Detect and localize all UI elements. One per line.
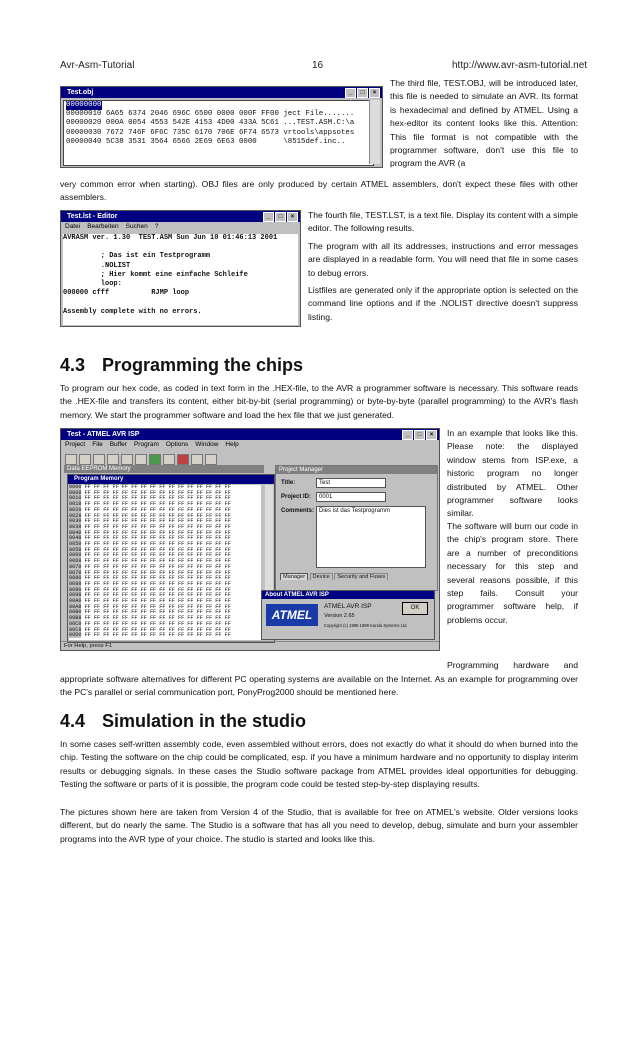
memory-values[interactable]: FF FF FF FF FF FF FF FF FF FF FF FF FF FF FF FF <box>81 541 231 548</box>
verify-icon[interactable] <box>149 454 161 465</box>
listing-line <box>63 243 298 252</box>
memory-address: 0030 <box>69 518 82 525</box>
memory-values[interactable]: FF FF FF FF FF FF FF FF FF FF FF FF FF FF FF FF <box>81 552 231 559</box>
hex-line: 00000000 0000 0023 0000 001A 0902 4156 5220 4F62 ...#......AVR Ob <box>66 101 355 109</box>
listing-line: 000000 cfff RJMP loop <box>63 289 190 298</box>
memory-address: 0020 <box>69 506 82 513</box>
atmel-logo: ATMEL <box>266 604 318 626</box>
tab-device[interactable]: Device <box>310 573 333 580</box>
hex-editor-window <box>60 86 383 168</box>
memory-values[interactable]: FF FF FF FF FF FF FF FF FF FF FF FF FF FF FF FF <box>81 558 231 565</box>
memory-address: 00A8 <box>69 603 82 610</box>
para-lst-file: The fourth file, TEST.LST, is a text file. Display its content with a simple editor. The following results. <box>308 210 578 234</box>
section-number: 4.3 <box>60 355 86 375</box>
window-title: Test.obj <box>67 89 94 96</box>
memory-values[interactable]: FF FF FF FF FF FF FF FF FF FF FF FF FF FF FF FF <box>81 518 231 525</box>
menu-options[interactable]: Options <box>165 441 189 448</box>
memory-address: 0088 <box>69 580 82 587</box>
memory-values[interactable]: FF FF FF FF FF FF FF FF FF FF FF FF FF FF FF FF <box>81 563 231 570</box>
maximize-icon[interactable]: □ <box>414 430 425 440</box>
product-name: ATMEL AVR ISP <box>324 603 372 610</box>
memory-address: 0028 <box>69 512 82 519</box>
memory-address: 0018 <box>69 501 82 508</box>
memory-address: 00A0 <box>69 598 82 605</box>
eeprom-window-title: Data EEPROM Memory <box>64 465 264 473</box>
program-memory-title: Program Memory <box>74 476 124 482</box>
memory-values[interactable]: FF FF FF FF FF FF FF FF FF FF FF FF FF FF FF FF <box>81 512 231 519</box>
para-burn-code: The software will burn our code in the chip's program store. There are a number of preconditions necessary for this step and several reasons possible, if this step fails. Consult your programmer software help, if problems occur. <box>447 521 578 625</box>
memory-values[interactable]: FF FF FF FF FF FF FF FF FF FF FF FF FF FF FF FF <box>81 501 231 508</box>
title-label: Title: <box>281 480 296 486</box>
memory-address: 00B8 <box>69 615 82 622</box>
memory-values[interactable]: FF FF FF FF FF FF FF FF FF FF FF FF FF FF FF FF <box>81 609 231 616</box>
menu-bar <box>61 440 439 450</box>
para-hardware: appropriate software alternatives for different PC operating systems are available on the Internet. As an example for programming over the PC's parallel or serial communication port, PonyProg2000 should be mentioned here. <box>60 674 578 698</box>
toolbar <box>61 450 439 464</box>
para-simulation: In some cases self-written assembly code, even assembled without errors, does not exactly do what it should do when burned into the chip. Testing the software on the chip could be complicated, esp. if you have a minimum hardware and no opportunity to display interim results or debugging signals. In these cases the Studio software package from ATMEL provides ideal opportunities for debugging. Testing the software or parts of it is possible, the program code could be tested step-by-step displaying results. <box>60 739 578 790</box>
para-obj-file-cont: very common error when starting). OBJ files are only produced by certain ATMEL assemblers, don't expect these files with other assemblers. <box>60 179 578 203</box>
listing-line: ; Das ist ein Testprogramm <box>63 252 211 261</box>
para-hardware-start: Programming hardware and <box>447 660 578 670</box>
listing-line: Assembly complete with no errors. <box>63 307 202 316</box>
menu-help[interactable]: Help <box>225 441 239 448</box>
header-title: Avr-Asm-Tutorial <box>60 60 135 71</box>
memory-address: 00B0 <box>69 609 82 616</box>
memory-address: 0070 <box>69 563 82 570</box>
memory-address: 0068 <box>69 558 82 565</box>
memory-values[interactable]: FF FF FF FF FF FF FF FF FF FF FF FF FF FF FF FF <box>81 489 231 496</box>
listing-text[interactable] <box>63 234 298 325</box>
memory-address: 0008 <box>69 489 82 496</box>
memory-values[interactable]: FF FF FF FF FF FF FF FF FF FF FF FF FF FF FF FF <box>81 626 231 633</box>
memory-address: 0038 <box>69 523 82 530</box>
memory-address: 0010 <box>69 495 82 502</box>
memory-values[interactable]: FF FF FF FF FF FF FF FF FF FF FF FF FF FF FF FF <box>81 484 231 490</box>
listing-line: AVRASM ver. 1.30 TEST.ASM Sun Jun 10 01:46:13 2001 <box>63 234 278 242</box>
hex-dump <box>63 100 374 166</box>
window-title: Test.lst - Editor <box>67 213 118 220</box>
memory-address: 0078 <box>69 569 82 576</box>
memory-values[interactable]: FF FF FF FF FF FF FF FF FF FF FF FF FF FF FF FF <box>81 495 231 502</box>
memory-address: 0000 <box>69 484 82 490</box>
memory-values[interactable]: FF FF FF FF FF FF FF FF FF FF FF FF FF FF FF FF <box>81 506 231 513</box>
memory-address: 00C0 <box>69 620 82 627</box>
project-id-label: Project ID: <box>281 494 312 500</box>
memory-values[interactable]: FF FF FF FF FF FF FF FF FF FF FF FF FF FF FF FF <box>81 586 231 593</box>
memory-address: 0090 <box>69 586 82 593</box>
memory-address: 00C8 <box>69 626 82 633</box>
hex-line: 00000030 7672 746F 6F6C 735C 6170 706E 6F74 6573 vrtools\appsotes <box>66 128 355 137</box>
open-icon[interactable] <box>79 454 91 465</box>
para-isp-example: In an example that looks like this. Please note: the displayed window stems from ISP.exe, a historic program no longer distributed by ATMEL. Other programmer software looks similar. <box>447 428 578 519</box>
menu-datei[interactable]: Datei <box>65 223 81 230</box>
save-icon[interactable] <box>93 454 105 465</box>
editor-window <box>60 210 301 327</box>
section-heading-4-3 <box>60 355 303 376</box>
menu-file[interactable]: File <box>92 441 103 448</box>
hex-line: 00000040 5C38 3531 3564 6566 2E69 6E63 0000 \8515def.inc.. <box>66 137 346 146</box>
title-input[interactable]: Test <box>316 478 386 488</box>
para-obj-file: The third file, TEST.OBJ, will be introduced later, this file is needed to simulate an AVR. Its format is hexadecimal and defined by ATMEL. Using a hex-editor its content looks like this. Attention: This file format is not compatible with the programmer software, don't use this file to program the AVR (a <box>390 78 578 169</box>
memory-values[interactable]: FF FF FF FF FF FF FF FF FF FF FF FF FF FF FF FF <box>81 569 231 576</box>
para-studio-pictures: The pictures shown here are taken from Version 4 of the Studio, that is available for free on ATMEL's website. Older versions looks different, but do nearly the same. The Studio is a software that has all you need to develop, debug, simulate and burn your assembler programs into the AVR type of your choice. The studio is started and looks like this. <box>60 807 578 844</box>
para-lst-content: The program with all its addresses, instructions and error messages are displayed in a readable form. You will need that file in some cases to debug errors. <box>308 241 578 278</box>
memory-address: 0098 <box>69 592 82 599</box>
program-memory-grid[interactable] <box>69 485 261 640</box>
status-bar: For Help, press F1 <box>61 641 439 650</box>
memory-values[interactable]: FF FF FF FF FF FF FF FF FF FF FF FF FF FF FF FF <box>81 592 231 599</box>
listing-line: .NOLIST <box>63 261 131 270</box>
help-icon[interactable] <box>205 454 217 465</box>
menu-program[interactable]: Program <box>133 441 159 448</box>
menu-window[interactable]: Window <box>195 441 219 448</box>
section-heading-4-4 <box>60 711 306 732</box>
project-manager-title: Project Manager <box>276 466 437 474</box>
blank-check-icon[interactable] <box>121 454 133 465</box>
project-manager-window <box>275 465 438 591</box>
program-memory-window <box>67 474 275 643</box>
tab-manager[interactable]: Manager <box>280 573 308 580</box>
menu-bar <box>61 222 300 232</box>
window-title: Test - ATMEL AVR ISP <box>67 431 140 438</box>
about-dialog-title: About ATMEL AVR ISP <box>262 591 434 599</box>
version-text: Version 2.65 <box>324 613 355 619</box>
menu-buffer[interactable]: Buffer <box>109 441 127 448</box>
header-url: http://www.avr-asm-tutorial.net <box>452 60 588 71</box>
memory-values[interactable]: FF FF FF FF FF FF FF FF FF FF FF FF FF FF FF FF <box>81 603 231 610</box>
project-id-input[interactable]: 0001 <box>316 492 386 502</box>
memory-values[interactable]: FF FF FF FF FF FF FF FF FF FF FF FF FF FF FF FF <box>81 620 231 627</box>
memory-values[interactable]: FF FF FF FF FF FF FF FF FF FF FF FF FF FF FF FF <box>81 598 231 605</box>
close-icon[interactable]: × <box>287 212 298 222</box>
memory-address: 0060 <box>69 552 82 559</box>
minimize-icon[interactable]: _ <box>345 88 356 98</box>
memory-address: 0040 <box>69 529 82 536</box>
hex-line: 00000010 6A65 6374 2046 696C 6500 0000 000F FF00 ject File....... <box>66 110 355 119</box>
section-title: Programming the chips <box>102 355 304 375</box>
memory-values[interactable]: FF FF FF FF FF FF FF FF FF FF FF FF FF FF FF FF <box>81 535 231 542</box>
minimize-icon[interactable]: _ <box>402 430 413 440</box>
minimize-icon[interactable]: _ <box>263 212 274 222</box>
para-programming: To program our hex code, as coded in text form in the .HEX-file, to the AVR a programmer software is necessary. This software reads the .HEX-file and transfers its content, either bit-by-bit (serial programming) or byte-by-byte (parallel programming) to the AVR's flash memory. We start the programmer software and load the hex file that we just generated. <box>60 383 578 420</box>
memory-values[interactable]: FF FF FF FF FF FF FF FF FF FF FF FF FF FF FF FF <box>81 580 231 587</box>
memory-values[interactable]: FF FF FF FF FF FF FF FF FF FF FF FF FF FF FF FF <box>81 615 231 622</box>
scrollbar[interactable] <box>369 100 380 164</box>
memory-values[interactable]: FF FF FF FF FF FF FF FF FF FF FF FF FF FF FF FF <box>81 529 231 536</box>
comments-label: Comments: <box>281 508 315 514</box>
menu-bearbeiten[interactable]: Bearbeiten <box>87 223 119 230</box>
section-title: Simulation in the studio <box>102 711 306 731</box>
close-icon[interactable]: × <box>369 88 380 98</box>
para-listfiles: Listfiles are generated only if the appropriate option is selected on the command line options and if the .NOLIST directive doesn't suppress listing. <box>308 285 578 322</box>
memory-address: 0048 <box>69 535 82 542</box>
menu-project[interactable]: Project <box>65 441 86 448</box>
read-icon[interactable] <box>163 454 175 465</box>
maximize-icon[interactable]: □ <box>357 88 368 98</box>
memory-values[interactable]: FF FF FF FF FF FF FF FF FF FF FF FF FF FF FF FF <box>81 575 231 582</box>
comments-textarea[interactable]: Dies ist das Testprogramm <box>316 506 426 568</box>
tab-security-fuses[interactable]: Security and Fuses <box>334 573 388 580</box>
memory-values[interactable]: FF FF FF FF FF FF FF FF FF FF FF FF FF FF FF FF <box>81 546 231 553</box>
memory-values[interactable]: FF FF FF FF FF FF FF FF FF FF FF FF FF FF FF FF <box>81 632 231 639</box>
memory-values[interactable]: FF FF FF FF FF FF FF FF FF FF FF FF FF FF FF FF <box>81 523 231 530</box>
erase-icon[interactable] <box>107 454 119 465</box>
maximize-icon[interactable]: □ <box>275 212 286 222</box>
memory-address: 0058 <box>69 546 82 553</box>
hex-line: 00000020 000A 0054 4553 542E 4153 4D00 433A 5C61 ...TEST.ASM.C:\a <box>66 119 355 128</box>
about-dialog <box>261 590 435 640</box>
program-icon[interactable] <box>135 454 147 465</box>
new-icon[interactable] <box>65 454 77 465</box>
listing-line <box>63 298 298 307</box>
project-tabs <box>280 574 388 580</box>
listing-line: ; Hier kommt eine einfache Schleife <box>63 270 248 279</box>
memory-address: 0080 <box>69 575 82 582</box>
ok-button[interactable]: OK <box>402 602 428 615</box>
page-number: 16 <box>312 60 324 71</box>
memory-address: 0050 <box>69 541 82 548</box>
memory-address: 00D0 <box>69 632 82 639</box>
lock-icon[interactable] <box>177 454 189 465</box>
menu-help[interactable]: ? <box>154 223 159 230</box>
isp-window <box>60 428 440 651</box>
memory-row <box>69 633 261 639</box>
listing-line: loop: <box>63 280 122 289</box>
menu-suchen[interactable]: Suchen <box>125 223 148 230</box>
section-number: 4.4 <box>60 711 86 731</box>
close-icon[interactable]: × <box>426 430 437 440</box>
auto-icon[interactable] <box>191 454 203 465</box>
copyright-text: Copyright (c) 1998 1999 Kanda Systems Ltd. <box>324 623 408 628</box>
